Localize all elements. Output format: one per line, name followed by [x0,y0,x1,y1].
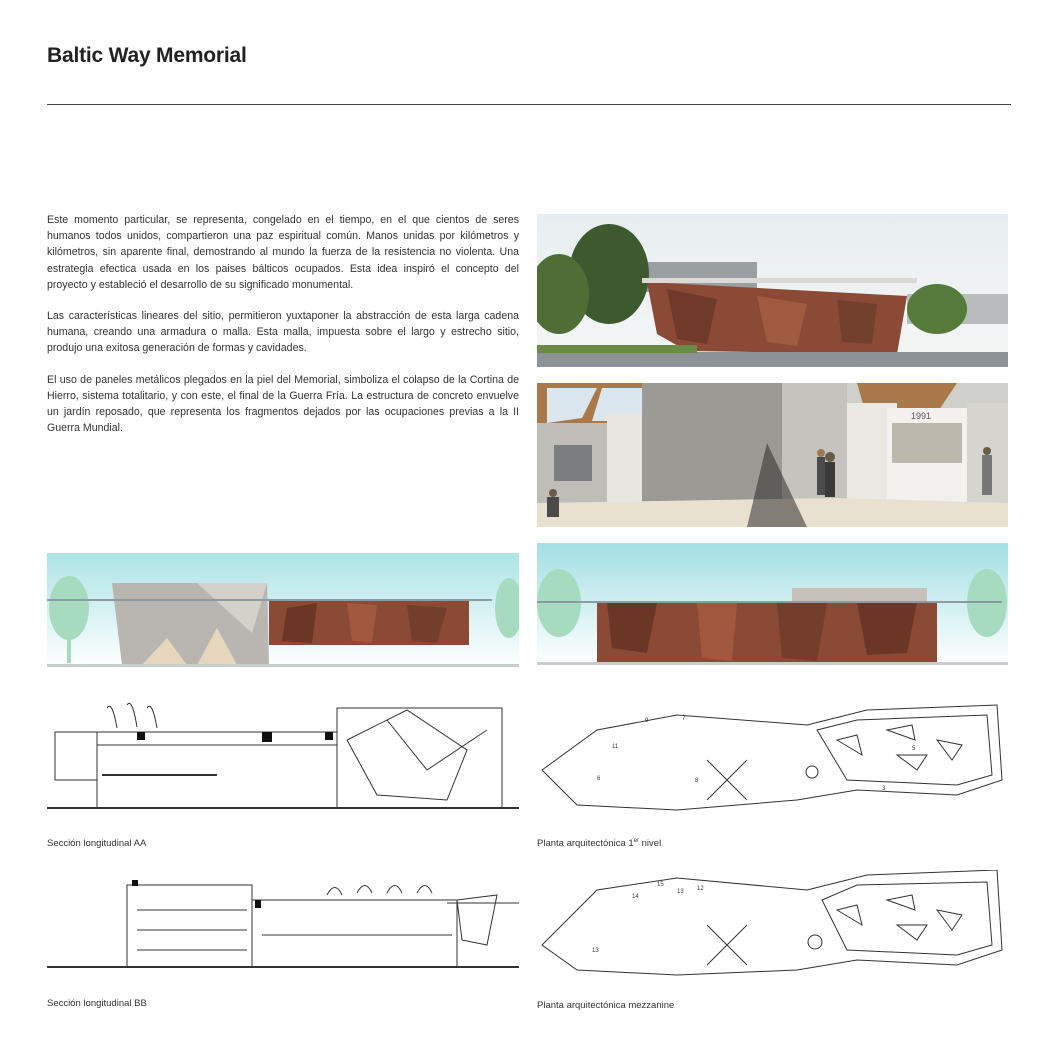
title-divider [47,104,1011,105]
plan-label: 7 [682,716,686,722]
interior-render [537,383,1008,527]
plan-label: 6 [597,776,601,782]
paragraph-1: Este momento particular, se representa, congelado en el tiempo, en el que cientos de seres humanos todos unidos, compartieron una paz espiritual común. Manos unidas por kilómetros y kilómetros, sin aparente final, demostrando al mundo la fuerza de la resistencia no violenta. Una estrategia efectica usada en los paises bálticos ocupados. Esta idea inspiró el concepto del proyecto y estableció el desarrollo de su significado monumental. [47,214,519,291]
plan-label: 3 [882,786,886,792]
plan-1-caption: Planta arquitectónica 1er nivel [537,838,662,850]
section-aa-caption: Sección longitudinal AA [47,838,147,849]
section-aa-drawing [47,700,519,815]
plan-mezzanine [537,870,1008,985]
description-text [47,212,519,451]
plan-label: 13 [677,889,684,895]
section-bb-caption: Sección longitudinal BB [47,998,147,1009]
plan-first-level [537,700,1008,822]
page-title: Baltic Way Memorial [47,44,247,67]
section-bb-drawing [47,875,519,980]
plan-label: 13 [592,948,599,954]
exterior-render [537,214,1008,367]
paragraph-3: El uso de paneles metálicos plegados en la piel del Memorial, simboliza el colapso de la Cortina de Hierro, sistema totalitario, y con este, el final de la Guerra Fría. La estructura de concreto envuelve un jardín reposado, que representa los fragmentos dejados por las ocupaciones previas a la II Guerra Mundial. [47,373,519,435]
elevation-right [537,543,1008,665]
plan-mezzanine-caption: Planta arquitectónica mezzanine [537,1000,675,1011]
paragraph-2: Las características lineares del sitio, permitieron yuxtaponer la abstracción de esta larga cadena humana, creando una armadura o malla. Esta malla, impuesta sobre el largo y estrecho sitio, produjo una exitosa generación de formas y cavidades. [47,310,519,355]
elevation-left [47,553,519,667]
plan-label: 11 [612,744,619,750]
interior-sign-text: 1991 [911,411,932,421]
plan-label: 8 [695,778,699,784]
plan-label: 5 [912,746,916,752]
plan-label: 15 [657,882,664,888]
plan-label: 14 [632,894,639,900]
plan-label: 9 [645,718,649,724]
plan-label: 12 [697,886,704,892]
